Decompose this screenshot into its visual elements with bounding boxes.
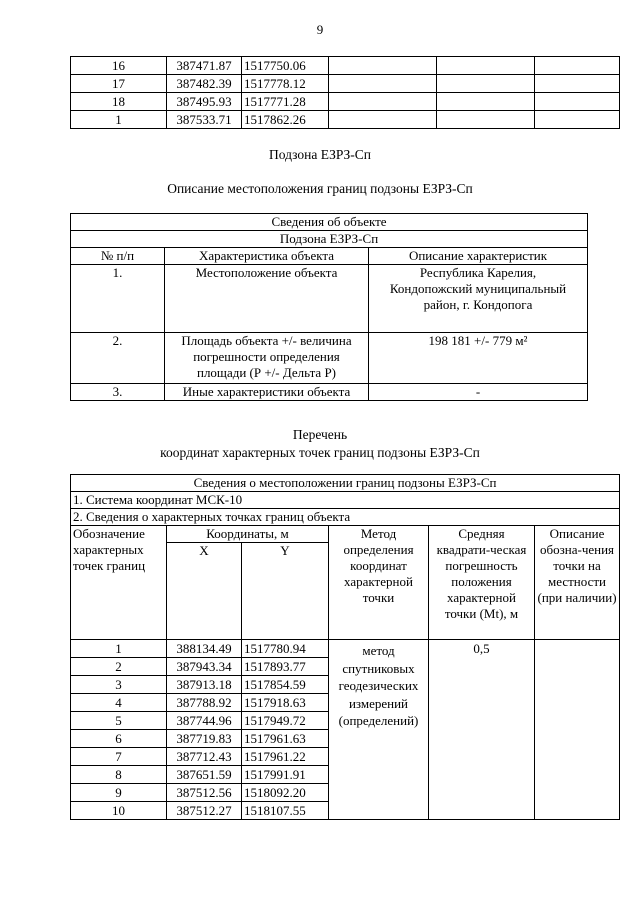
point-x: 387651.59: [167, 766, 242, 784]
table-row: [71, 57, 620, 75]
empty-cell: [535, 93, 620, 111]
empty-cell: [329, 111, 437, 129]
row-char: Площадь объекта +/- величина погрешности определения площади (Р +/- Дельта Р): [165, 333, 369, 384]
col-char-header: Характеристика объекта: [165, 248, 369, 265]
point-y: 1517778.12: [242, 75, 329, 93]
subzone-title: Подзона ЕЗРЗ-Сп: [268, 147, 372, 162]
point-y: 1518107.55: [242, 802, 329, 820]
point-number: 18: [71, 93, 167, 111]
point-y: 1517750.06: [242, 57, 329, 75]
point-number: 17: [71, 75, 167, 93]
empty-cell: [329, 75, 437, 93]
point-number: 1: [71, 111, 167, 129]
row-desc: Республика Карелия, Кондопожский муниципальный район, г. Кондопога: [369, 265, 588, 333]
table-row: [71, 640, 620, 658]
point-x: 387943.34: [167, 658, 242, 676]
coordinate-system: 1. Система координат МСК-10: [71, 492, 620, 509]
point-number: 8: [71, 766, 167, 784]
point-x: 387471.87: [167, 57, 242, 75]
point-x: 387712.43: [167, 748, 242, 766]
point-x: 387495.93: [167, 93, 242, 111]
empty-cell: [535, 640, 620, 820]
method-value: метод спутниковых геодезических измерений (определений): [329, 640, 429, 820]
list-subtitle: координат характерных точек границ подзоны ЕЗРЗ-Сп: [160, 445, 480, 460]
point-y: 1517893.77: [242, 658, 329, 676]
object-info-table: [70, 213, 588, 401]
point-x: 387512.27: [167, 802, 242, 820]
point-y: 1517862.26: [242, 111, 329, 129]
point-x: 388134.49: [167, 640, 242, 658]
point-x: 387788.92: [167, 694, 242, 712]
row-desc: 198 181 +/- 779 м²: [369, 333, 588, 384]
point-number: 6: [71, 730, 167, 748]
row-num: 3.: [71, 384, 165, 401]
point-x: 387913.18: [167, 676, 242, 694]
empty-cell: [535, 75, 620, 93]
point-y: 1517854.59: [242, 676, 329, 694]
table-row: [71, 75, 620, 93]
col-method-header: Метод определения координат характерной точки: [329, 526, 429, 640]
col-coords-header: Координаты, м: [167, 526, 329, 543]
point-x: 387482.39: [167, 75, 242, 93]
point-y: 1517780.94: [242, 640, 329, 658]
empty-cell: [437, 93, 535, 111]
row-char: Местоположение объекта: [165, 265, 369, 333]
empty-cell: [329, 93, 437, 111]
empty-cell: [437, 57, 535, 75]
object-table-header: Сведения об объекте: [71, 214, 588, 231]
coordinates-table: [70, 474, 620, 820]
page-number: 9: [316, 22, 324, 37]
point-y: 1517918.63: [242, 694, 329, 712]
point-y: 1517771.28: [242, 93, 329, 111]
point-x: 387744.96: [167, 712, 242, 730]
table-row: [71, 93, 620, 111]
empty-cell: [329, 57, 437, 75]
col-desc-header: Описание обозна-чения точки на местности (при наличии): [535, 526, 620, 640]
top-coordinates-table: [70, 56, 620, 129]
row-char: Иные характеристики объекта: [165, 384, 369, 401]
point-x: 387512.56: [167, 784, 242, 802]
point-number: 16: [71, 57, 167, 75]
coords-table-header: Сведения о местоположении границ подзоны ЕЗРЗ-Сп: [71, 475, 620, 492]
empty-cell: [535, 57, 620, 75]
point-x: 387533.71: [167, 111, 242, 129]
object-table-subheader: Подзона ЕЗРЗ-Сп: [71, 231, 588, 248]
col-x-header: X: [167, 543, 242, 640]
point-y: 1518092.20: [242, 784, 329, 802]
point-number: 7: [71, 748, 167, 766]
empty-cell: [437, 75, 535, 93]
error-value: 0,5: [429, 640, 535, 820]
location-title: Описание местоположения границ подзоны ЕЗРЗ-Сп: [167, 181, 473, 196]
point-y: 1517961.63: [242, 730, 329, 748]
point-y: 1517961.22: [242, 748, 329, 766]
point-number: 2: [71, 658, 167, 676]
point-number: 1: [71, 640, 167, 658]
col-desc-header: Описание характеристик: [369, 248, 588, 265]
col-y-header: Y: [242, 543, 329, 640]
point-y: 1517991.91: [242, 766, 329, 784]
point-y: 1517949.72: [242, 712, 329, 730]
point-number: 5: [71, 712, 167, 730]
col-designation-header: Обозначение характерных точек границ: [71, 526, 167, 640]
point-number: 3: [71, 676, 167, 694]
point-number: 9: [71, 784, 167, 802]
point-number: 4: [71, 694, 167, 712]
col-error-header: Средняя квадрати-ческая погрешность положения характерной точки (Mt), м: [429, 526, 535, 640]
col-num-header: № п/п: [71, 248, 165, 265]
table-row: [71, 111, 620, 129]
point-number: 10: [71, 802, 167, 820]
empty-cell: [535, 111, 620, 129]
points-info: 2. Сведения о характерных точках границ объекта: [71, 509, 620, 526]
list-title: Перечень: [292, 427, 348, 442]
row-num: 1.: [71, 265, 165, 333]
empty-cell: [437, 111, 535, 129]
point-x: 387719.83: [167, 730, 242, 748]
row-desc: -: [369, 384, 588, 401]
row-num: 2.: [71, 333, 165, 384]
